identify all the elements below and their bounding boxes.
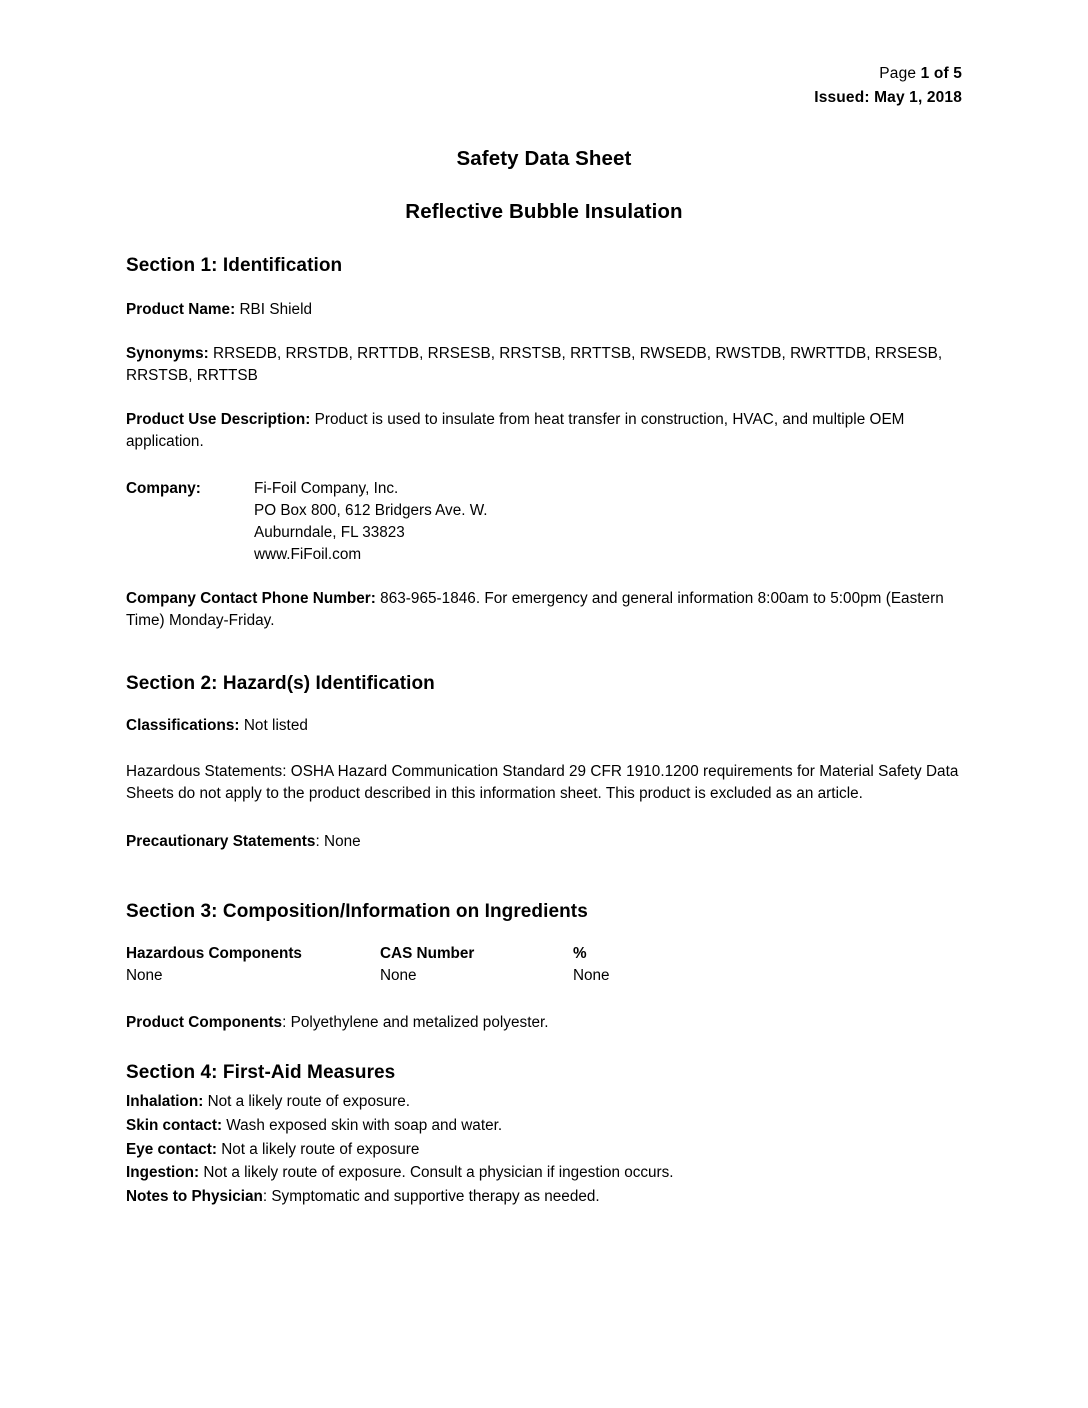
company-website: www.FiFoil.com [254, 546, 362, 564]
table-row [126, 965, 693, 987]
product-name-row [126, 299, 962, 321]
first-aid-label: Eye contact: [126, 1140, 217, 1158]
company-contact-row [126, 588, 962, 632]
product-components-value: : Polyethylene and metalized polyester. [282, 1014, 549, 1032]
first-aid-item-inhalation [126, 1090, 962, 1114]
ingredients-table [126, 943, 693, 987]
product-name-value: RBI Shield [235, 301, 313, 319]
precautionary-statements-label: Precautionary Statements [126, 833, 316, 851]
first-aid-text: Wash exposed skin with soap and water. [222, 1117, 503, 1135]
first-aid-text: Not a likely route of exposure. [203, 1093, 410, 1111]
column-header-percent: % [573, 945, 587, 963]
company-address-line: PO Box 800, 612 Bridgers Ave. W. [254, 502, 488, 520]
product-name-label: Product Name: [126, 301, 236, 319]
company-label: Company: [126, 480, 201, 498]
first-aid-text: Not a likely route of exposure [216, 1140, 420, 1158]
first-aid-item-notes-to-physician [126, 1185, 962, 1209]
first-aid-list [126, 1090, 962, 1209]
hazard-statements-text: Hazardous Statements: OSHA Hazard Communication Standard 29 CFR 1910.1200 requirements for Material Safety Data Sheets do not apply to the product described in this information sheet. This product is excluded as an article. [126, 763, 959, 803]
product-components-label: Product Components [126, 1014, 283, 1032]
first-aid-label: Skin contact: [126, 1117, 223, 1135]
company-address-line: Auburndale, FL 33823 [254, 524, 405, 542]
company-contact-value: 863-965-1846. For emergency and general information 8:00am to 5:00pm (Eastern Time) Monday-Friday. [126, 590, 944, 630]
column-header-hazardous-components: Hazardous Components [126, 945, 302, 963]
first-aid-label: Inhalation: [126, 1093, 204, 1111]
first-aid-text: : Symptomatic and supportive therapy as needed. [262, 1188, 600, 1206]
section-2-heading: Section 2: Hazard(s) Identification [126, 673, 435, 695]
issued-date: Issued: May 1, 2018 [814, 88, 962, 106]
document-content [126, 0, 962, 1209]
company-address-line: Fi-Foil Company, Inc. [254, 480, 399, 498]
section-4-heading: Section 4: First-Aid Measures [126, 1062, 396, 1084]
page-number: 1 of 5 [920, 65, 962, 82]
company-block [126, 478, 962, 566]
product-use-description-label: Product Use Description: [126, 411, 311, 429]
first-aid-item-eye-contact [126, 1138, 962, 1162]
page-number-line [126, 62, 962, 86]
precautionary-statements-value: : None [315, 833, 361, 851]
company-contact-label: Company Contact Phone Number: [126, 590, 376, 608]
first-aid-text: Not a likely route of exposure. Consult a physician if ingestion occurs. [199, 1164, 674, 1182]
page-header [126, 0, 962, 109]
section-1-heading: Section 1: Identification [126, 255, 343, 277]
synonyms-label: Synonyms: [126, 345, 209, 363]
classifications-value: Not listed [239, 717, 308, 735]
first-aid-item-ingestion [126, 1161, 962, 1185]
product-use-description-value: Product is used to insulate from heat transfer in construction, HVAC, and multiple OEM application. [126, 411, 905, 451]
column-header-cas-number: CAS Number [380, 945, 475, 963]
product-components-row [126, 1012, 962, 1034]
precautionary-statements-row [126, 831, 962, 853]
product-use-description-row [126, 409, 962, 453]
cell-hazardous-components: None [126, 967, 163, 985]
section-3-heading: Section 3: Composition/Information on Ingredients [126, 901, 588, 923]
page-label: Page [879, 65, 921, 82]
table-header-row [126, 943, 693, 965]
synonyms-value: RRSEDB, RRSTDB, RRTTDB, RRSESB, RRSTSB, RRTTSB, RWSEDB, RWSTDB, RWRTTDB, RRSESB, RRSTSB, RRTTSB [126, 345, 943, 385]
document-subtitle: Reflective Bubble Insulation [405, 200, 683, 224]
synonyms-row [126, 343, 962, 387]
first-aid-item-skin-contact [126, 1114, 962, 1138]
cell-percent: None [573, 967, 610, 985]
first-aid-label: Notes to Physician [126, 1188, 263, 1206]
document-title: Safety Data Sheet [456, 147, 632, 171]
cell-cas-number: None [380, 967, 417, 985]
classifications-label: Classifications: [126, 717, 240, 735]
classifications-row [126, 715, 962, 737]
first-aid-label: Ingestion: [126, 1164, 200, 1182]
company-address [254, 478, 488, 566]
